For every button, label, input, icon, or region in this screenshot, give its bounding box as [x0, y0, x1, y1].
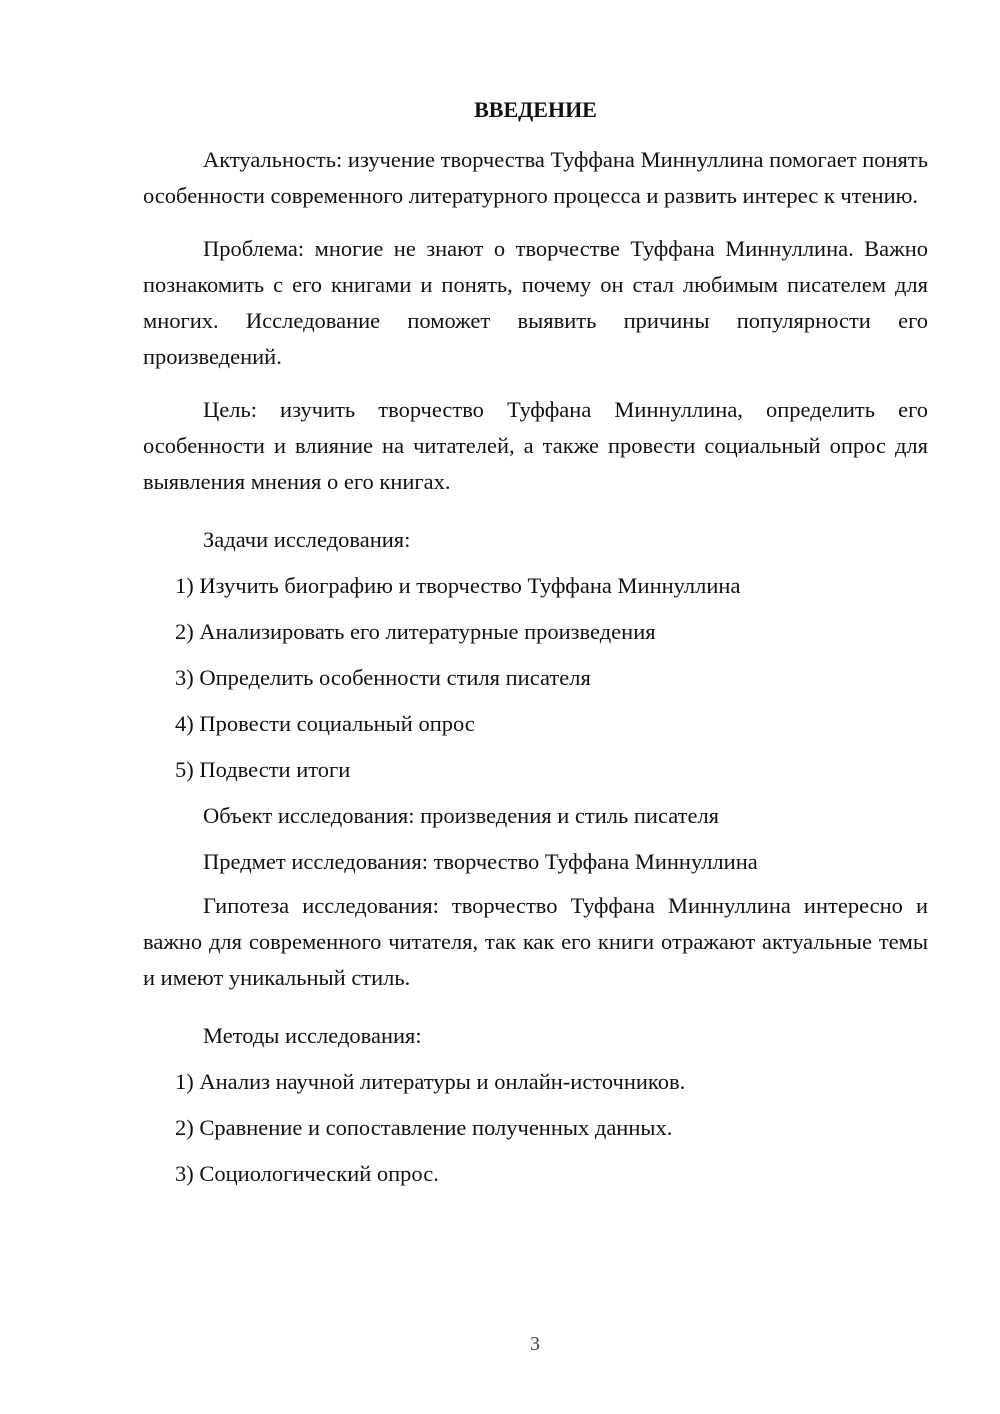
page-number: 3	[530, 1333, 540, 1355]
paragraph-problem: Проблема: многие не знают о творчестве Туффана Миннуллина. Важно познакомить с его книгами и понять, почему он стал любимым писателем для многих. Исследование поможет выявить причины популярности его произведений.	[143, 236, 928, 369]
paragraph-hypothesis: Гипотеза исследования: творчество Туффана Миннуллина интересно и важно для современного читателя, так как его книги отражают актуальные темы и имеют уникальный стиль.	[143, 893, 928, 990]
method-item: 2) Сравнение и сопоставление полученных данных.	[175, 1115, 673, 1140]
task-item: 2) Анализировать его литературные произведения	[175, 619, 656, 644]
method-item: 1) Анализ научной литературы и онлайн-источников.	[175, 1069, 686, 1094]
task-item: 5) Подвести итоги	[175, 757, 351, 782]
paragraph-subject: Предмет исследования: творчество Туффана Миннуллина	[203, 849, 758, 874]
paragraph-relevance: Актуальность: изучение творчества Туффана Миннуллина помогает понять особенности современного литературного процесса и развить интерес к чтению.	[143, 147, 928, 208]
task-item: 3) Определить особенности стиля писателя	[175, 665, 591, 690]
paragraph-object: Объект исследования: произведения и стиль писателя	[203, 803, 720, 828]
page-content	[143, 96, 928, 1188]
task-item: 4) Провести социальный опрос	[175, 711, 475, 736]
paragraph-goal: Цель: изучить творчество Туффана Миннуллина, определить его особенности и влияние на читателей, а также провести социальный опрос для выявления мнения о его книгах.	[143, 397, 928, 494]
section-title: ВВЕДЕНИЕ	[474, 97, 597, 122]
task-item: 1) Изучить биографию и творчество Туффана Миннуллина	[175, 573, 741, 598]
tasks-heading: Задачи исследования:	[203, 527, 411, 552]
methods-heading: Методы исследования:	[203, 1023, 422, 1048]
method-item: 3) Социологический опрос.	[175, 1161, 439, 1186]
